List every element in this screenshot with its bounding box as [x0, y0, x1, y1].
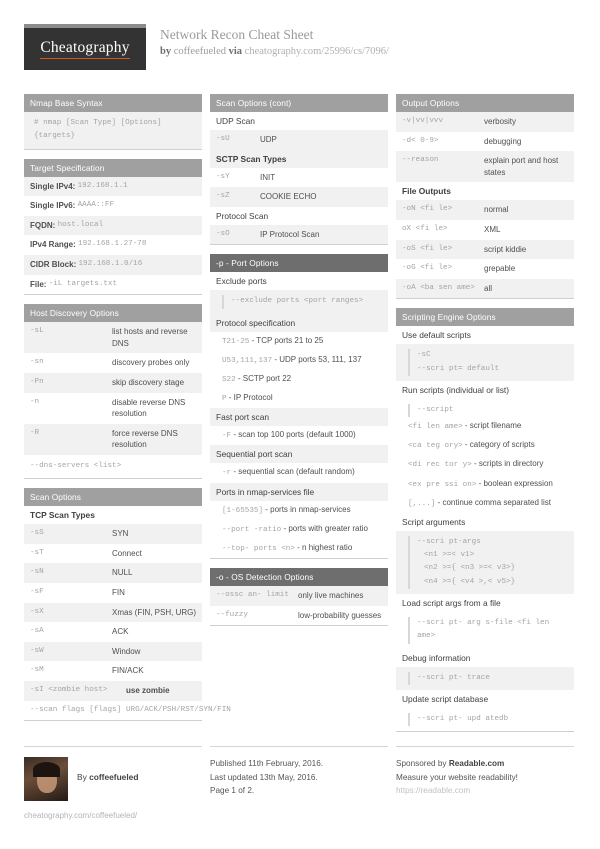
code-line [210, 389, 388, 408]
code-token: S22 [222, 375, 236, 384]
table-row [210, 187, 388, 207]
row-flag: -sX [30, 607, 44, 616]
table-row [24, 563, 202, 583]
code-line [210, 501, 388, 520]
table-row [24, 701, 231, 720]
subsection-title: Sequential port scan [210, 445, 388, 463]
row-label: CIDR Block: [30, 259, 77, 269]
code-token: <ca teg ory> [408, 442, 463, 451]
code-token: --port -ratio [222, 525, 282, 534]
table-row [24, 393, 202, 424]
row-desc: normal [484, 205, 509, 215]
row-flag: -sN [30, 568, 44, 577]
table-row [210, 225, 388, 245]
row-value: 192.168.1.0/16 [78, 259, 143, 268]
subsection-title: Protocol specification [210, 314, 388, 332]
code-line [210, 332, 388, 351]
row-flag: --reason [402, 156, 439, 165]
row-flag: -R [30, 428, 40, 437]
code-token: -r [222, 469, 232, 478]
code-line: --scri pt-args [408, 536, 568, 549]
table-row [396, 259, 574, 279]
subsection-title: Fast port scan [210, 408, 388, 426]
row-desc: use zombie [126, 685, 170, 695]
code-block [396, 612, 574, 649]
updated-date: Last updated 13th May, 2016. [210, 772, 318, 782]
table-row [24, 603, 202, 623]
page-number: Page 1 of 2. [210, 786, 255, 796]
code-line [210, 539, 388, 558]
footer-publish-block [210, 746, 388, 822]
subsection-title: SCTP Scan Types [210, 150, 388, 168]
author-byline [77, 757, 138, 785]
card-title: Scan Options (cont) [210, 94, 388, 112]
card-host-discovery-options [24, 304, 202, 479]
card-os-detection-options [210, 568, 388, 626]
via-label: via [228, 45, 243, 57]
row-flag: -sI <zombie host> [30, 685, 108, 694]
row-flag: -n [30, 397, 40, 406]
table-row [396, 200, 574, 220]
table-row [396, 151, 574, 182]
row-desc: explain port and host states [484, 156, 559, 177]
subsection-title: Ports in nmap-services file [210, 483, 388, 501]
subsection-title: Protocol Scan [210, 207, 388, 225]
row-flag: -sn [30, 358, 44, 367]
row-flag: -sZ [216, 192, 230, 201]
code-line [210, 520, 388, 539]
code-token: <fi len ame> [408, 423, 463, 432]
code-token: [1-65535] [222, 506, 264, 515]
row-value: 192.168.1.1 [77, 181, 128, 190]
code-desc: - ports with greater ratio [281, 523, 368, 533]
code-line: <n2 >={ <n3 >=< v3>} [408, 562, 568, 575]
row-desc: UDP [260, 135, 277, 144]
code-desc: - script filename [462, 421, 522, 431]
column-2 [210, 94, 388, 626]
code-desc: - TCP ports 21 to 25 [249, 335, 324, 345]
code-block [396, 344, 574, 381]
subsection-title: Update script database [396, 690, 574, 708]
table-row [396, 240, 574, 260]
table-row [24, 544, 202, 564]
code-line [210, 370, 388, 389]
row-desc: NULL [112, 568, 133, 578]
table-row [24, 353, 202, 373]
code-block [396, 667, 574, 690]
footer-author-block [24, 746, 202, 822]
code-desc: - scan top 100 ports (default 1000) [231, 430, 356, 440]
table-row [24, 216, 202, 236]
card-title: Nmap Base Syntax [24, 94, 202, 112]
card-title: -p - Port Options [210, 254, 388, 272]
code-token: [,...] [408, 499, 436, 508]
code-line [396, 436, 574, 455]
code-token: <di rec tor y> [408, 461, 472, 470]
code-token: U53,111,137 [222, 356, 273, 365]
table-row [24, 373, 202, 393]
row-flag: -v|vv|vvv [402, 117, 444, 125]
logo-text: Cheatography [40, 39, 129, 59]
code-block [396, 531, 574, 594]
code-desc: - scripts in directory [471, 459, 544, 469]
subsection-title: Script arguments [396, 513, 574, 531]
table-row [24, 177, 202, 197]
row-desc: COOKIE ECHO [260, 192, 317, 202]
row-flag: -oG <fi le> [402, 264, 453, 273]
byline [160, 46, 389, 57]
row-flag: -oN <fi le> [402, 205, 453, 214]
row-desc: URG/ACK/PSH/RST/SYN/FIN [126, 705, 231, 714]
code-token: P [222, 395, 227, 404]
card-title: Host Discovery Options [24, 304, 202, 322]
code-desc: - SCTP port 22 [235, 373, 292, 383]
code-desc: - n highest ratio [294, 542, 353, 552]
table-row [24, 661, 202, 681]
code-block [396, 708, 574, 731]
row-desc: verbosity [484, 117, 517, 126]
code-desc: - UDP ports 53, 111, 137 [272, 354, 362, 364]
code-token: -F [222, 432, 232, 441]
row-desc: Window [112, 646, 141, 656]
code-line: <n1 >=< v1> [408, 549, 568, 562]
code-desc: - continue comma separated list [435, 497, 551, 507]
code-line: --scri pt- trace [408, 672, 568, 685]
row-desc: low-probability guesses [298, 610, 382, 620]
row-flag: -sF [30, 587, 44, 596]
sheet-url[interactable]: cheatography.com/25996/cs/7096/ [244, 45, 389, 57]
avatar [24, 757, 68, 801]
card-nmap-base-syntax [24, 94, 202, 150]
code-token: --top- ports <n> [222, 544, 295, 553]
row-desc: INIT [260, 172, 276, 182]
host-discovery-footer-code: --dns-servers <list> [30, 461, 122, 470]
table-row [24, 322, 202, 353]
code-line: --exclude ports <port ranges> [222, 295, 382, 308]
card-title: -o - OS Detection Options [210, 568, 388, 586]
table-row [24, 583, 202, 603]
table-row [210, 606, 388, 626]
code-token: T21-25 [222, 337, 250, 346]
row-desc: grepable [484, 264, 516, 274]
row-desc: discovery probes only [112, 358, 190, 368]
row-flag: -sU [216, 135, 230, 143]
code-desc: - IP Protocol [226, 393, 273, 403]
code-block [210, 290, 388, 313]
subsection-title: Load script args from a file [396, 594, 574, 612]
code-line: --scri pt- upd atedb [408, 713, 568, 726]
code-line [396, 455, 574, 474]
row-flag: -sY [216, 172, 230, 181]
row-desc: disable reverse DNS resolution [112, 397, 186, 419]
row-flag: -sS [30, 529, 44, 538]
code-line: -sC [408, 349, 568, 362]
card-title: Scan Options [24, 488, 202, 506]
table-row [210, 130, 388, 150]
code-line: --script [408, 404, 568, 417]
row-desc: skip discovery stage [112, 377, 185, 387]
card-target-specification [24, 159, 202, 296]
row-label: FQDN: [30, 220, 56, 230]
row-desc: list hosts and reverse DNS [112, 327, 188, 348]
row-flag: -d< 0-9> [402, 136, 439, 145]
column-3 [396, 94, 574, 732]
row-desc: all [484, 283, 493, 293]
row-value: AAAA::FF [77, 201, 115, 210]
code-line [396, 494, 574, 513]
page-footer [24, 746, 576, 822]
row-desc: only live machines [298, 590, 364, 600]
card-title: Target Specification [24, 159, 202, 177]
row-flag: -oS <fi le> [402, 244, 453, 253]
code-line [396, 475, 574, 494]
nmap-base-syntax-code: # nmap [Scan Type] [Options] {targets} [24, 112, 202, 149]
row-flag: -sW [30, 646, 44, 655]
code-desc: - boolean expression [476, 478, 553, 488]
card-output-options [396, 94, 574, 299]
table-row [24, 196, 202, 216]
row-label: IPv4 Range: [30, 240, 76, 250]
subsection-title: TCP Scan Types [24, 506, 202, 524]
subsection-title: Exclude ports [210, 272, 388, 290]
author-url[interactable]: cheatography.com/coffeefueled/ [24, 811, 138, 821]
code-line: <n4 >={ <v4 >,< v5>} [408, 576, 568, 589]
row-flag: --fuzzy [216, 610, 248, 619]
table-row [24, 275, 202, 295]
table-row [24, 235, 202, 255]
footer-sponsor-block [396, 746, 574, 822]
card-scan-options [24, 488, 231, 720]
row-desc: SYN [112, 529, 129, 539]
by-label: by [160, 45, 172, 57]
code-block [396, 399, 574, 417]
sponsor-prefix: Sponsored by [396, 759, 449, 769]
code-line [210, 463, 388, 482]
row-label: Single IPv4: [30, 181, 76, 191]
table-row [210, 168, 388, 188]
row-desc: force reverse DNS resolution [112, 428, 178, 450]
author-row [24, 757, 202, 801]
row-desc: debugging [484, 136, 522, 146]
table-row [24, 622, 202, 642]
row-desc: FIN [112, 587, 125, 597]
table-row [24, 524, 202, 544]
code-line: --scri pt- arg s-file <fi len ame> [408, 617, 568, 644]
table-row [210, 586, 388, 606]
row-value: -iL targets.txt [48, 279, 118, 288]
subsection-title: Run scripts (individual or list) [396, 381, 574, 399]
table-row [396, 279, 574, 299]
row-flag: -sT [30, 548, 44, 557]
sponsor-line [396, 757, 574, 771]
row-label: Single IPv6: [30, 201, 76, 211]
row-flag: oX <fi le> [402, 224, 448, 233]
subsection-title: File Outputs [396, 182, 574, 200]
card-title: Scripting Engine Options [396, 308, 574, 326]
card-scripting-engine-options [396, 308, 574, 732]
code-desc: - category of scripts [462, 440, 535, 450]
row-desc: Xmas (FIN, PSH, URG) [112, 607, 197, 617]
code-line [396, 417, 574, 436]
author-name[interactable]: coffeefueled [89, 772, 139, 783]
table-row [396, 132, 574, 152]
card-port-options [210, 254, 388, 559]
subsection-title: UDP Scan [210, 112, 388, 130]
table-row [24, 642, 202, 662]
sponsor-tagline: Measure your website readability! [396, 772, 518, 782]
table-row [24, 681, 202, 701]
code-line [210, 426, 388, 445]
table-row [396, 220, 574, 240]
subsection-title: Debug information [396, 649, 574, 667]
row-desc: Connect [112, 548, 142, 558]
table-row [24, 424, 202, 455]
row-flag: -Pn [30, 377, 44, 386]
code-token: <ex pre ssi on> [408, 480, 477, 489]
sponsor-name[interactable]: Readable.com [448, 759, 505, 769]
row-desc: script kiddie [484, 244, 527, 254]
row-desc: FIN/ACK [112, 666, 144, 676]
author-link[interactable]: coffeefueled [173, 45, 226, 57]
row-value: 192.168.1.27-78 [78, 240, 147, 249]
card-title: Output Options [396, 94, 574, 112]
row-flag: -sM [30, 666, 44, 675]
code-desc: - sequential scan (default random) [231, 467, 355, 477]
row-flag: --scan flags [flags] [30, 705, 122, 714]
row-flag: --ossc an- limit [216, 590, 289, 599]
row-flag: -sA [30, 627, 44, 636]
row-flag: -oA <ba sen ame> [402, 283, 475, 292]
by-label: By [77, 772, 90, 783]
table-row [24, 255, 202, 275]
row-desc: IP Protocol Scan [260, 229, 320, 239]
subsection-title: Use default scripts [396, 326, 574, 344]
card-scan-options-cont [210, 94, 388, 245]
row-flag: -sL [30, 327, 44, 336]
row-value: host.local [57, 220, 104, 229]
published-date: Published 11th February, 2016. [210, 759, 324, 769]
cheatography-logo[interactable] [24, 24, 146, 70]
row-label: File: [30, 279, 47, 289]
code-line: --scri pt= default [408, 363, 568, 376]
page-header [24, 24, 576, 80]
code-line [210, 351, 388, 370]
page-title: Network Recon Cheat Sheet [160, 27, 314, 42]
row-desc: XML [484, 224, 501, 234]
table-row [396, 112, 574, 132]
code-desc: - ports in nmap-services [263, 504, 351, 514]
row-desc: ACK [112, 627, 129, 637]
sponsor-url[interactable]: https://readable.com [396, 786, 471, 796]
row-flag: -sO [216, 229, 230, 238]
columns [24, 94, 576, 732]
